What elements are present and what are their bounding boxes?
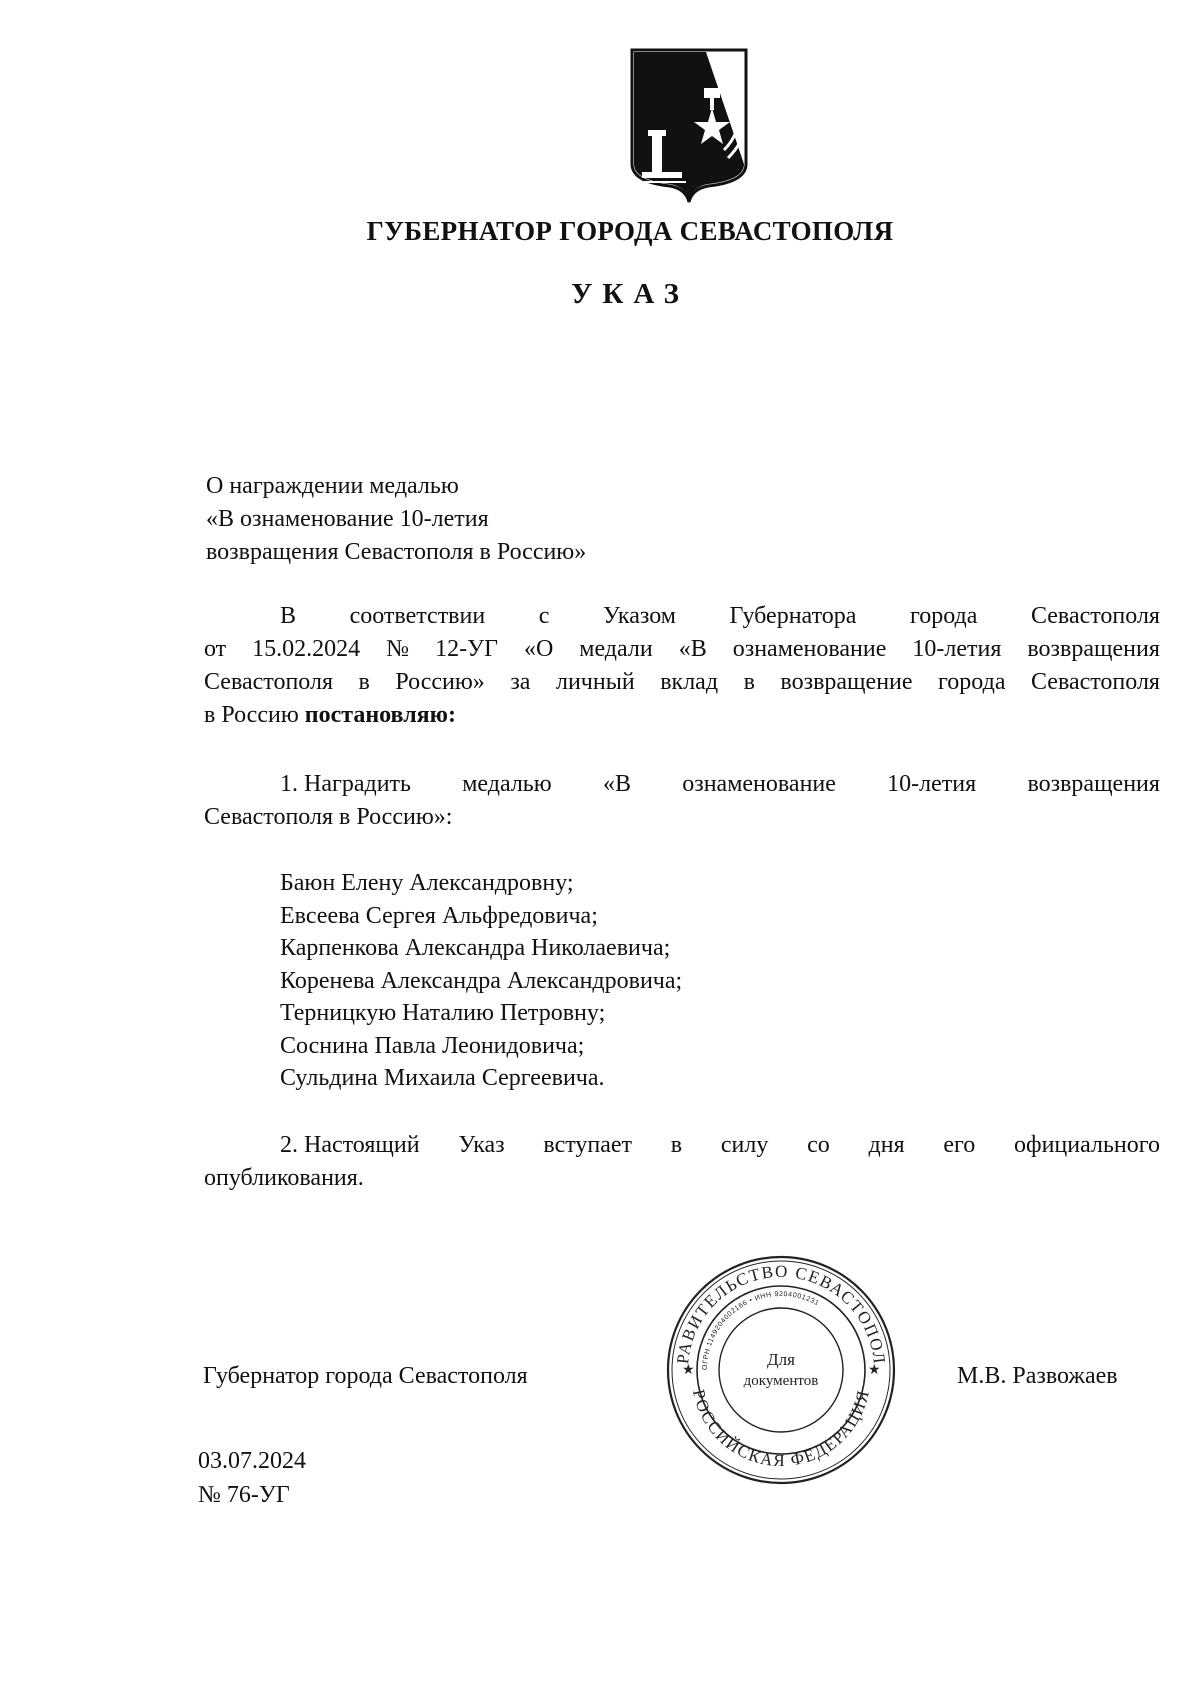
word: его [943, 1132, 976, 1158]
word: медалью [462, 771, 552, 797]
official-seal-stamp [664, 1253, 898, 1487]
paragraph-line [204, 600, 1160, 633]
word: силу [720, 1132, 769, 1158]
document-date: 03.07.2024 [198, 1448, 306, 1474]
list-item: Баюн Елену Александровну; [280, 870, 574, 896]
preamble-paragraph [204, 600, 1160, 732]
paragraph-line [204, 633, 1160, 666]
svg-text:ПРАВИТЕЛЬСТВО СЕВАСТОПОЛЯ [664, 1253, 889, 1366]
coat-of-arms-emblem [628, 46, 750, 204]
word: со [807, 1132, 830, 1158]
word: соответствии [349, 603, 486, 629]
document-type-heading: УКАЗ [571, 278, 689, 310]
seal-center-line: документов [743, 1373, 819, 1389]
word: официального [1014, 1132, 1160, 1158]
word: 2. Настоящий [280, 1132, 420, 1158]
word: вступает [543, 1132, 633, 1158]
decree-keyword: постановляю: [304, 702, 456, 728]
list-item: Сульдина Михаила Сергеевича. [280, 1065, 605, 1091]
word: с [538, 603, 550, 629]
awardee-list [280, 867, 682, 1095]
word: города [909, 603, 978, 629]
word: Губернатора [729, 603, 857, 629]
word: В [280, 603, 297, 629]
paragraph-line [204, 1129, 1160, 1162]
word: «В [678, 636, 707, 662]
seal-inner-ring-text: ОГРН 1149204002166 • ИНН 9204001231 [701, 1290, 821, 1371]
word: 10-летия [887, 771, 977, 797]
subject-line: «В ознаменование 10-летия [206, 506, 489, 532]
word: Указом [603, 603, 676, 629]
word: 10-летия [912, 636, 1002, 662]
word: Россию» [395, 669, 485, 695]
paragraph-line: Севастополя в Россию»: [204, 804, 453, 830]
word: Указ [458, 1132, 505, 1158]
word: Севастополя [204, 669, 333, 695]
word: личный [555, 669, 635, 695]
word: Севастополя [1030, 603, 1160, 629]
word: ознаменование [682, 771, 836, 797]
subject-line: О награждении медалью [206, 473, 459, 499]
word: вклад [660, 669, 719, 695]
paragraph-line: опубликования. [204, 1165, 364, 1191]
list-item: Евсеева Сергея Альфредовича; [280, 902, 598, 929]
paragraph-line [204, 666, 1160, 699]
list-item: Карпенкова Александра Николаевича; [280, 935, 671, 961]
word: № [386, 636, 410, 662]
star-icon: ★ [868, 1362, 881, 1378]
word: возвращение [780, 669, 913, 695]
word: 15.02.2024 [252, 636, 361, 662]
star-icon: ★ [682, 1362, 695, 1378]
list-item: Соснина Павла Леонидовича; [280, 1032, 585, 1059]
word: за [510, 669, 531, 695]
seal-center-line: Для [767, 1350, 795, 1369]
signer-name: М.В. Развожаев [957, 1363, 1118, 1389]
paragraph-line [204, 768, 1160, 801]
list-item: Коренева Александра Александровича; [280, 967, 683, 994]
text-run: в Россию [204, 702, 305, 728]
word: медали [579, 636, 653, 662]
word: возвращения [1027, 771, 1160, 797]
word: города [938, 669, 1006, 695]
word: Севастополя [1030, 669, 1160, 695]
word: в [358, 669, 370, 695]
issuer-title: ГУБЕРНАТОР ГОРОДА СЕВАСТОПОЛЯ [366, 216, 894, 246]
subject-line: возвращения Севастополя в Россию» [206, 539, 587, 565]
word: дня [868, 1132, 905, 1158]
award-clause [204, 768, 1160, 834]
seal-outer-text: РАВИТЕЛЬСТВО СЕВАСТОПОЛ [673, 1261, 890, 1366]
signer-position: Губернатор города Севастополя [203, 1363, 528, 1389]
document-number: № 76-УГ [198, 1482, 290, 1508]
word: 12-УГ [435, 636, 498, 662]
word: 1. Наградить [280, 771, 411, 797]
paragraph-line [204, 699, 1160, 732]
word: в [743, 669, 755, 695]
effective-date-clause [204, 1129, 1160, 1195]
seal-bottom-text: РОССИЙСКАЯ ФЕДЕРАЦИЯ [689, 1387, 874, 1471]
list-item: Терницкую Наталию Петровну; [280, 1000, 606, 1026]
word: «В [602, 771, 631, 797]
word: в [670, 1132, 683, 1158]
word: «О [523, 636, 554, 662]
word: возвращения [1027, 636, 1160, 662]
document-subject [206, 470, 586, 569]
word: ознаменование [732, 636, 887, 662]
word: от [204, 636, 227, 662]
